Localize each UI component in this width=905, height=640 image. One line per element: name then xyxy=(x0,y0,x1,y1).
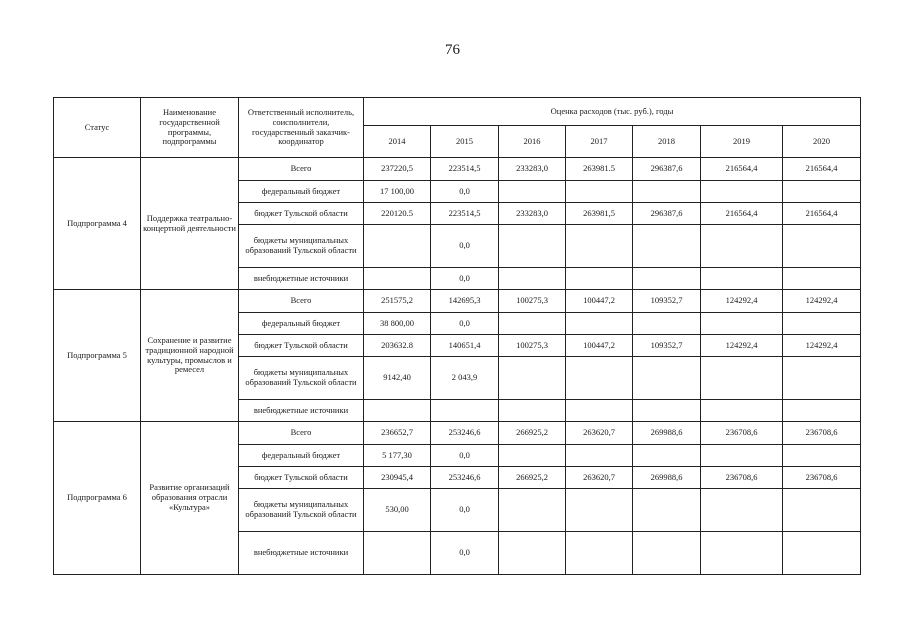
value-cell: 100275,3 xyxy=(499,290,566,313)
value-cell: 216564,4 xyxy=(701,203,783,225)
value-cell: 233283,0 xyxy=(499,203,566,225)
value-cell: 2 043,9 xyxy=(431,357,499,400)
header-status: Статус xyxy=(54,98,141,158)
funding-source-cell: внебюджетные источники xyxy=(239,532,364,575)
value-cell: 530,00 xyxy=(364,489,431,532)
value-cell: 253246,6 xyxy=(431,467,499,489)
value-cell xyxy=(499,313,566,335)
value-cell: 263620,7 xyxy=(566,467,633,489)
value-cell xyxy=(566,357,633,400)
value-cell: 251575,2 xyxy=(364,290,431,313)
value-cell xyxy=(499,225,566,268)
value-cell: 17 100,00 xyxy=(364,181,431,203)
value-cell: 124292,4 xyxy=(701,335,783,357)
value-cell: 0,0 xyxy=(431,313,499,335)
table-row xyxy=(54,422,861,445)
value-cell: 216564,4 xyxy=(701,158,783,181)
value-cell xyxy=(701,181,783,203)
value-cell: 0,0 xyxy=(431,489,499,532)
funding-source-cell: бюджет Тульской области xyxy=(239,203,364,225)
value-cell: 109352,7 xyxy=(633,335,701,357)
value-cell: 223514,5 xyxy=(431,203,499,225)
value-cell: 220120.5 xyxy=(364,203,431,225)
value-cell: 253246,6 xyxy=(431,422,499,445)
table-row xyxy=(54,290,861,313)
value-cell xyxy=(633,357,701,400)
value-cell: 142695,3 xyxy=(431,290,499,313)
value-cell xyxy=(566,225,633,268)
value-cell: 233283,0 xyxy=(499,158,566,181)
funding-source-cell: федеральный бюджет xyxy=(239,313,364,335)
value-cell xyxy=(633,489,701,532)
header-year: 2015 xyxy=(431,126,499,158)
value-cell: 269988,6 xyxy=(633,467,701,489)
value-cell: 0,0 xyxy=(431,225,499,268)
table-row xyxy=(54,158,861,181)
funding-source-cell: бюджеты муниципальных образований Тульской области xyxy=(239,357,364,400)
value-cell: 100447,2 xyxy=(566,290,633,313)
header-year: 2016 xyxy=(499,126,566,158)
value-cell xyxy=(566,181,633,203)
value-cell: 9142,40 xyxy=(364,357,431,400)
program-name-cell: Сохранение и развитие традиционной народной культуры, промыслов и ремесел xyxy=(141,290,239,422)
value-cell: 100275,3 xyxy=(499,335,566,357)
funding-source-cell: Всего xyxy=(239,422,364,445)
value-cell xyxy=(633,445,701,467)
value-cell: 124292,4 xyxy=(783,290,861,313)
value-cell xyxy=(633,400,701,422)
header-expenses: Оценка расходов (тыс. руб.), годы xyxy=(364,98,861,126)
value-cell xyxy=(783,225,861,268)
value-cell xyxy=(499,489,566,532)
status-cell: Подпрограмма 4 xyxy=(54,158,141,290)
value-cell: 263981,5 xyxy=(566,203,633,225)
value-cell xyxy=(566,400,633,422)
funding-source-cell: Всего xyxy=(239,158,364,181)
header-year: 2014 xyxy=(364,126,431,158)
funding-source-cell: федеральный бюджет xyxy=(239,445,364,467)
value-cell xyxy=(566,445,633,467)
value-cell xyxy=(633,532,701,575)
funding-source-cell: бюджеты муниципальных образований Тульской области xyxy=(239,489,364,532)
value-cell: 236652,7 xyxy=(364,422,431,445)
value-cell xyxy=(701,532,783,575)
value-cell: 124292,4 xyxy=(783,335,861,357)
table-body xyxy=(54,158,861,575)
header-year: 2020 xyxy=(783,126,861,158)
value-cell xyxy=(633,225,701,268)
value-cell: 140651,4 xyxy=(431,335,499,357)
value-cell: 216564,4 xyxy=(783,203,861,225)
expenses-table xyxy=(53,97,861,575)
value-cell xyxy=(633,313,701,335)
value-cell xyxy=(783,532,861,575)
value-cell xyxy=(783,181,861,203)
value-cell: 223514,5 xyxy=(431,158,499,181)
funding-source-cell: бюджет Тульской области xyxy=(239,467,364,489)
value-cell: 0,0 xyxy=(431,181,499,203)
value-cell: 237220,5 xyxy=(364,158,431,181)
status-cell: Подпрограмма 6 xyxy=(54,422,141,575)
value-cell: 230945,4 xyxy=(364,467,431,489)
value-cell xyxy=(499,357,566,400)
value-cell: 236708,6 xyxy=(701,422,783,445)
funding-source-cell: внебюджетные источники xyxy=(239,400,364,422)
value-cell xyxy=(499,532,566,575)
page-number: 76 xyxy=(445,42,460,58)
header-year: 2019 xyxy=(701,126,783,158)
value-cell xyxy=(783,445,861,467)
value-cell: 296387,6 xyxy=(633,203,701,225)
value-cell xyxy=(566,532,633,575)
value-cell xyxy=(364,225,431,268)
value-cell xyxy=(499,268,566,290)
funding-source-cell: внебюджетные источники xyxy=(239,268,364,290)
value-cell xyxy=(783,313,861,335)
value-cell xyxy=(633,181,701,203)
header-year: 2017 xyxy=(566,126,633,158)
program-name-cell: Поддержка театрально-концертной деятельности xyxy=(141,158,239,290)
value-cell xyxy=(364,532,431,575)
value-cell xyxy=(566,489,633,532)
header-year: 2018 xyxy=(633,126,701,158)
value-cell: 100447,2 xyxy=(566,335,633,357)
status-cell: Подпрограмма 5 xyxy=(54,290,141,422)
value-cell: 0,0 xyxy=(431,532,499,575)
header-responsible: Ответственный исполнитель, соисполнители, государственный заказчик-координатор xyxy=(239,98,364,158)
value-cell: 0,0 xyxy=(431,445,499,467)
value-cell: 269988,6 xyxy=(633,422,701,445)
value-cell xyxy=(566,313,633,335)
value-cell xyxy=(364,400,431,422)
value-cell: 5 177,30 xyxy=(364,445,431,467)
program-name-cell: Развитие организаций образования отрасли «Культура» xyxy=(141,422,239,575)
funding-source-cell: бюджеты муниципальных образований Тульской области xyxy=(239,225,364,268)
value-cell xyxy=(701,489,783,532)
funding-source-cell: бюджет Тульской области xyxy=(239,335,364,357)
value-cell xyxy=(701,357,783,400)
funding-source-cell: федеральный бюджет xyxy=(239,181,364,203)
header-program-name: Наименование государственной программы, подпрограммы xyxy=(141,98,239,158)
value-cell: 266925,2 xyxy=(499,422,566,445)
value-cell xyxy=(701,268,783,290)
value-cell: 0,0 xyxy=(431,268,499,290)
value-cell xyxy=(566,268,633,290)
funding-source-cell: Всего xyxy=(239,290,364,313)
value-cell xyxy=(499,445,566,467)
value-cell: 236708,6 xyxy=(783,422,861,445)
value-cell xyxy=(783,489,861,532)
value-cell xyxy=(431,400,499,422)
value-cell xyxy=(701,400,783,422)
value-cell: 38 800,00 xyxy=(364,313,431,335)
value-cell xyxy=(783,268,861,290)
value-cell xyxy=(701,313,783,335)
value-cell: 296387,6 xyxy=(633,158,701,181)
value-cell: 263981.5 xyxy=(566,158,633,181)
value-cell: 263620,7 xyxy=(566,422,633,445)
value-cell xyxy=(499,181,566,203)
value-cell xyxy=(701,225,783,268)
value-cell xyxy=(499,400,566,422)
value-cell xyxy=(633,268,701,290)
value-cell xyxy=(701,445,783,467)
value-cell xyxy=(364,268,431,290)
value-cell: 124292,4 xyxy=(701,290,783,313)
value-cell: 236708,6 xyxy=(783,467,861,489)
value-cell xyxy=(783,357,861,400)
value-cell: 216564,4 xyxy=(783,158,861,181)
value-cell: 203632.8 xyxy=(364,335,431,357)
value-cell xyxy=(783,400,861,422)
value-cell: 109352,7 xyxy=(633,290,701,313)
value-cell: 236708,6 xyxy=(701,467,783,489)
value-cell: 266925,2 xyxy=(499,467,566,489)
